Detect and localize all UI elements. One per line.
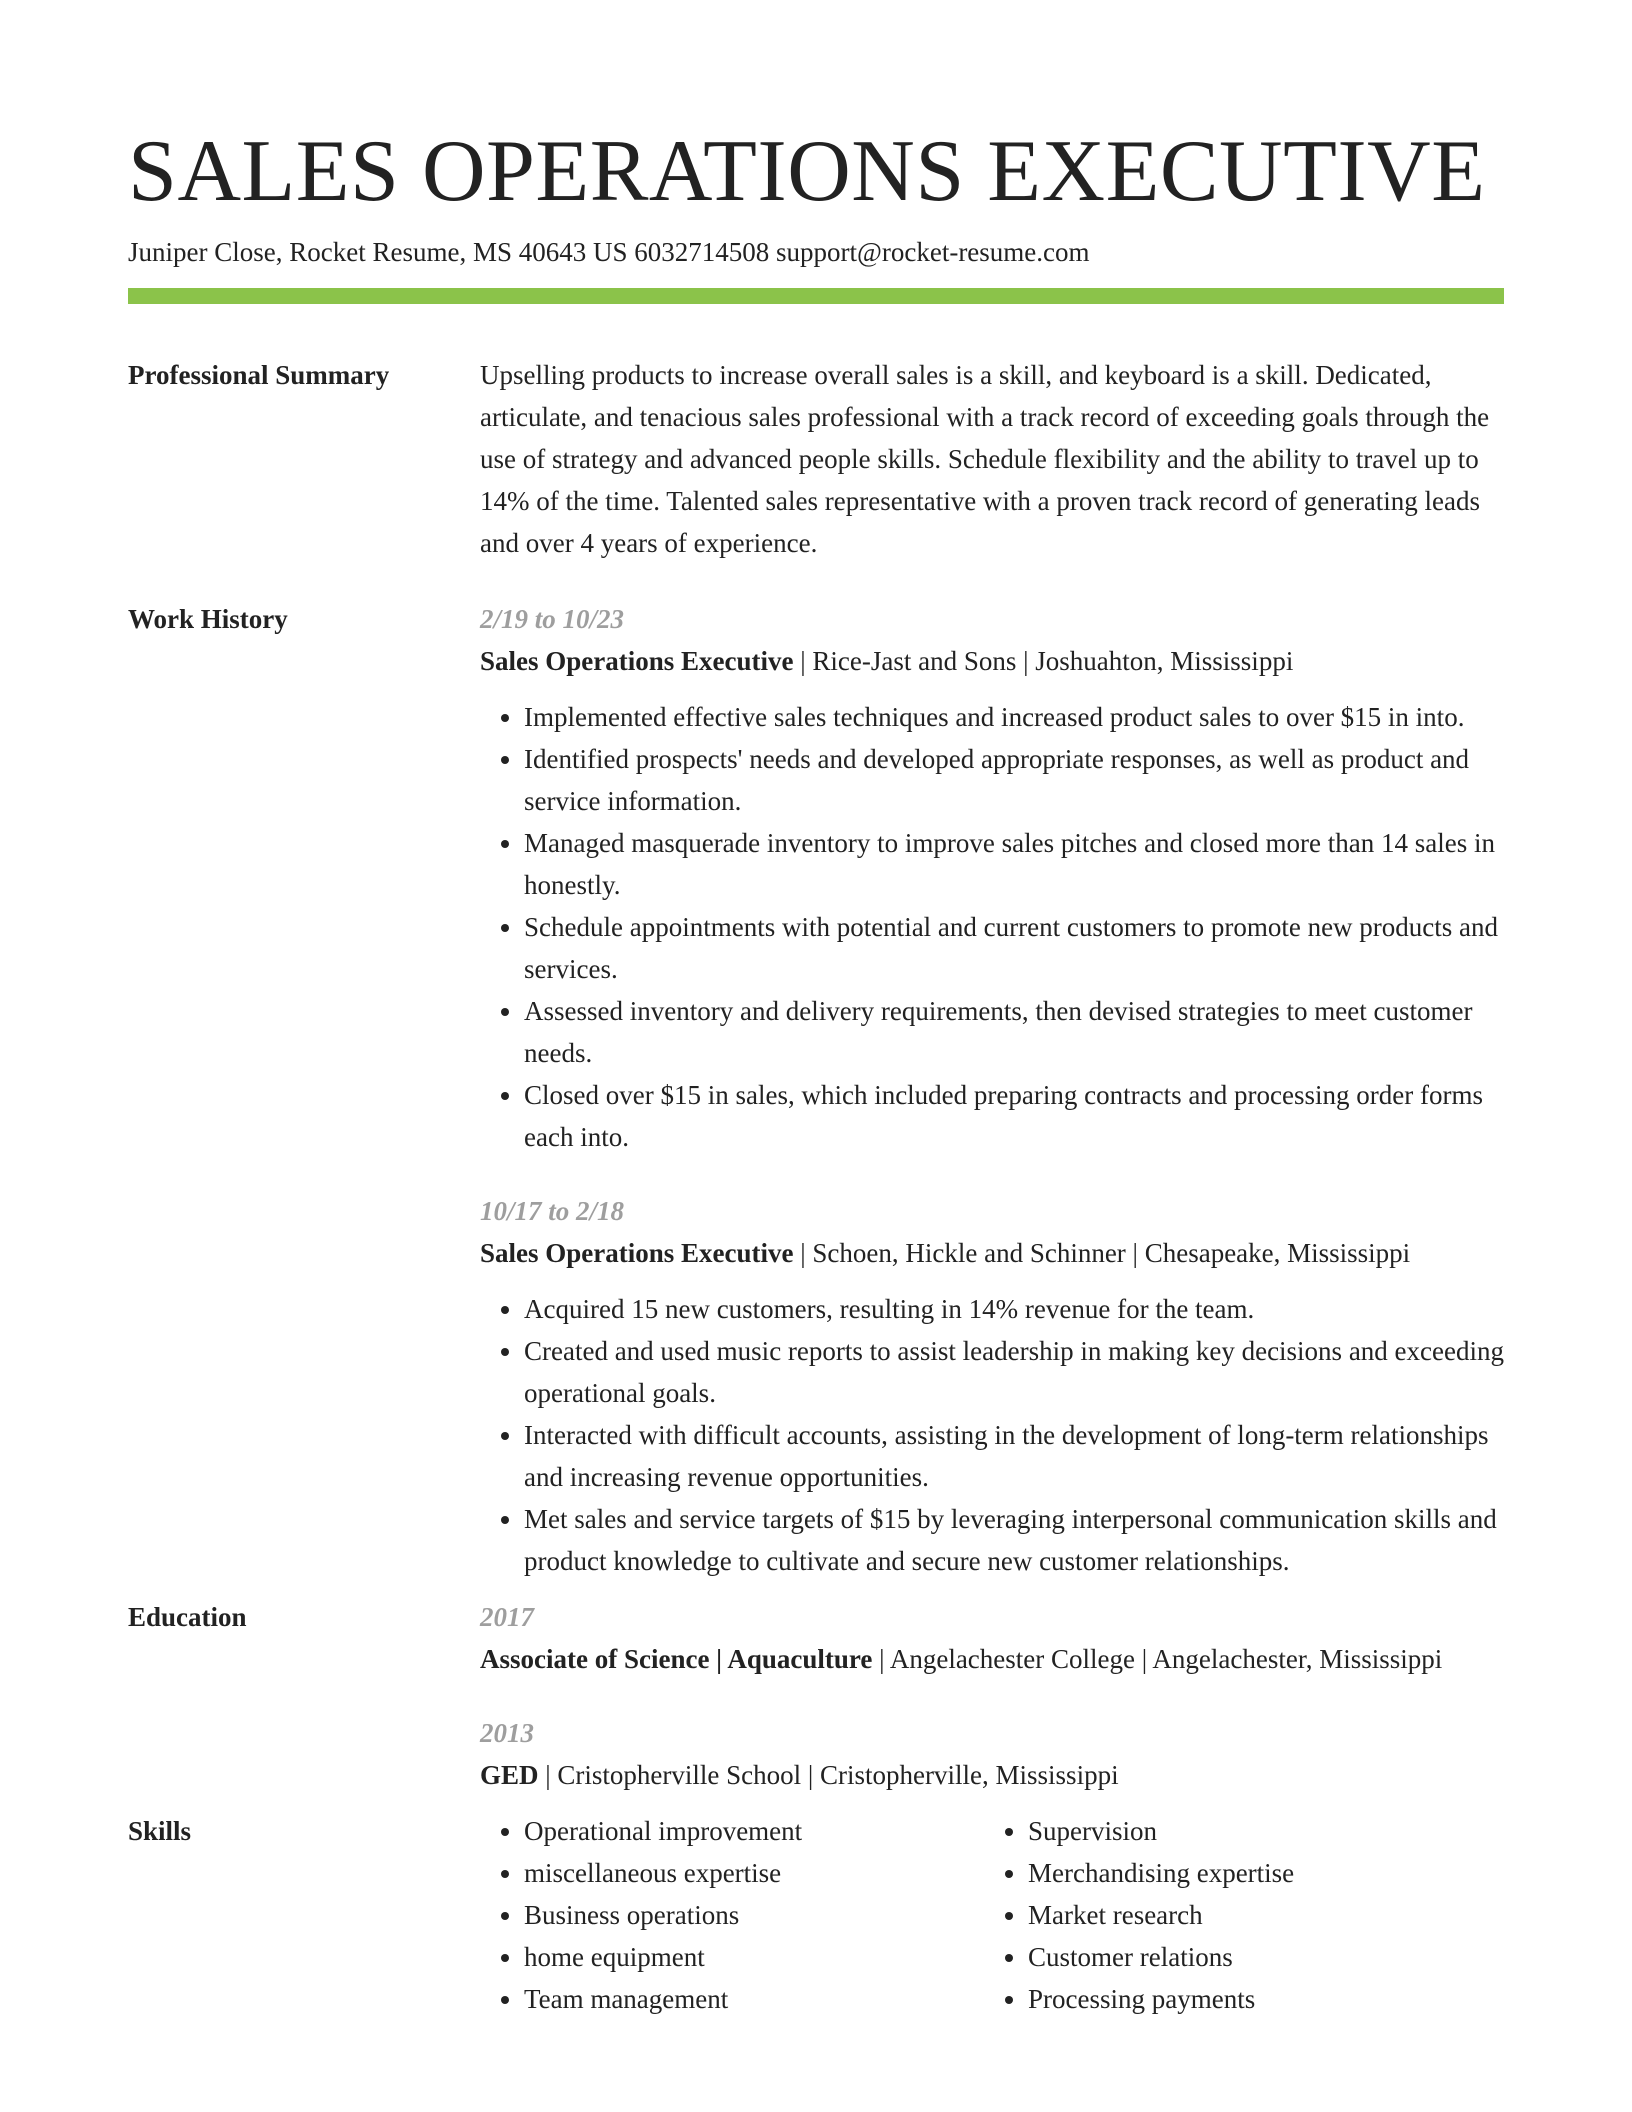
skills-column-2 — [984, 1810, 1588, 2020]
summary-section — [128, 354, 1504, 564]
skills-column-1 — [480, 1810, 984, 2020]
skills-heading: Skills — [128, 1816, 192, 1846]
education-degree-line — [480, 1754, 1504, 1796]
education-heading: Education — [128, 1602, 247, 1632]
job-bullet: • Closed over $15 in sales, which included preparing contracts and processing order forms each into. — [524, 1074, 1504, 1158]
job-dates: 2/19 to 10/23 — [480, 604, 625, 634]
education-details: | Angelachester College | Angelachester, Mississippi — [872, 1644, 1443, 1674]
resume-page — [128, 0, 1504, 2020]
job-bullet: • Interacted with difficult accounts, assisting in the development of long-term relationships and increasing revenue opportunities. — [524, 1414, 1504, 1498]
work-history-heading: Work History — [128, 604, 288, 634]
skill-item: • Market research — [1028, 1894, 1588, 1936]
skills-list — [480, 1810, 1588, 2020]
skill-item: • miscellaneous expertise — [524, 1852, 984, 1894]
job-dates: 10/17 to 2/18 — [480, 1196, 625, 1226]
summary-heading: Professional Summary — [128, 360, 390, 390]
skills-columns — [480, 1810, 1588, 2020]
skill-item: • Supervision — [1028, 1810, 1588, 1852]
education-entry — [480, 1712, 1504, 1796]
contact-line — [128, 234, 1504, 270]
job-bullet: • Schedule appointments with potential and current customers to promote new products and services. — [524, 906, 1504, 990]
contact-email: support@rocket-resume.com — [776, 237, 1090, 267]
skill-item: • Operational improvement — [524, 1810, 984, 1852]
job-bullet: • Created and used music reports to assist leadership in making key decisions and exceeding operational goals. — [524, 1330, 1504, 1414]
job-details: | Schoen, Hickle and Schinner | Chesapeake, Mississippi — [793, 1238, 1411, 1268]
resume-title: SALES OPERATIONS EXECUTIVE — [128, 123, 1486, 220]
skill-item: • Team management — [524, 1978, 984, 2020]
job-bullet: • Identified prospects' needs and developed appropriate responses, as well as product and service information. — [524, 738, 1504, 822]
job-title: Sales Operations Executive — [480, 1238, 794, 1268]
education-degree: Associate of Science | Aquaculture — [480, 1644, 873, 1674]
education-degree-line — [480, 1638, 1504, 1680]
education-year: 2017 — [480, 1602, 534, 1632]
header-divider — [128, 288, 1504, 304]
education-entry — [480, 1596, 1504, 1680]
education-details: | Cristopherville School | Cristopherville, Mississippi — [538, 1760, 1119, 1790]
contact-phone: 6032714508 — [634, 237, 770, 267]
education-entries — [480, 1596, 1504, 1796]
skill-item: • Customer relations — [1028, 1936, 1588, 1978]
job-entry — [480, 1190, 1504, 1582]
skill-item: • Merchandising expertise — [1028, 1852, 1588, 1894]
skill-item: • home equipment — [524, 1936, 984, 1978]
job-details: | Rice-Jast and Sons | Joshuahton, Mississippi — [793, 646, 1294, 676]
skill-item: • Processing payments — [1028, 1978, 1588, 2020]
job-title: Sales Operations Executive — [480, 646, 794, 676]
education-year: 2013 — [480, 1718, 534, 1748]
job-bullet: • Managed masquerade inventory to improve sales pitches and closed more than 14 sales in honestly. — [524, 822, 1504, 906]
skills-section — [128, 1810, 1504, 2020]
skill-item: • Business operations — [524, 1894, 984, 1936]
job-bullet: • Implemented effective sales techniques and increased product sales to over $15 in into. — [524, 696, 1504, 738]
job-bullet: • Met sales and service targets of $15 by leveraging interpersonal communication skills and product knowledge to cultivate and secure new customer relationships. — [524, 1498, 1504, 1582]
contact-address: Juniper Close, Rocket Resume, MS 40643 US — [128, 237, 628, 267]
education-degree: GED — [480, 1760, 539, 1790]
job-entry — [480, 598, 1504, 1158]
job-role — [480, 640, 1504, 682]
job-role — [480, 1232, 1504, 1274]
job-bullets — [480, 1288, 1504, 1582]
work-history-entries — [480, 598, 1504, 1582]
job-bullet: • Acquired 15 new customers, resulting in 14% revenue for the team. — [524, 1288, 1504, 1330]
summary-text: Upselling products to increase overall sales is a skill, and keyboard is a skill. Dedicated, articulate, and tenacious sales professional with a track record of exceeding goals through the use of strategy and advanced people skills. Schedule flexibility and the ability to travel up to 14% of the time. Talented sales representative with a proven track record of generating leads and over 4 years of experience. — [480, 360, 1490, 558]
job-bullet: • Assessed inventory and delivery requirements, then devised strategies to meet customer needs. — [524, 990, 1504, 1074]
job-bullets — [480, 696, 1504, 1158]
education-section — [128, 1596, 1504, 1796]
work-history-section — [128, 598, 1504, 1582]
